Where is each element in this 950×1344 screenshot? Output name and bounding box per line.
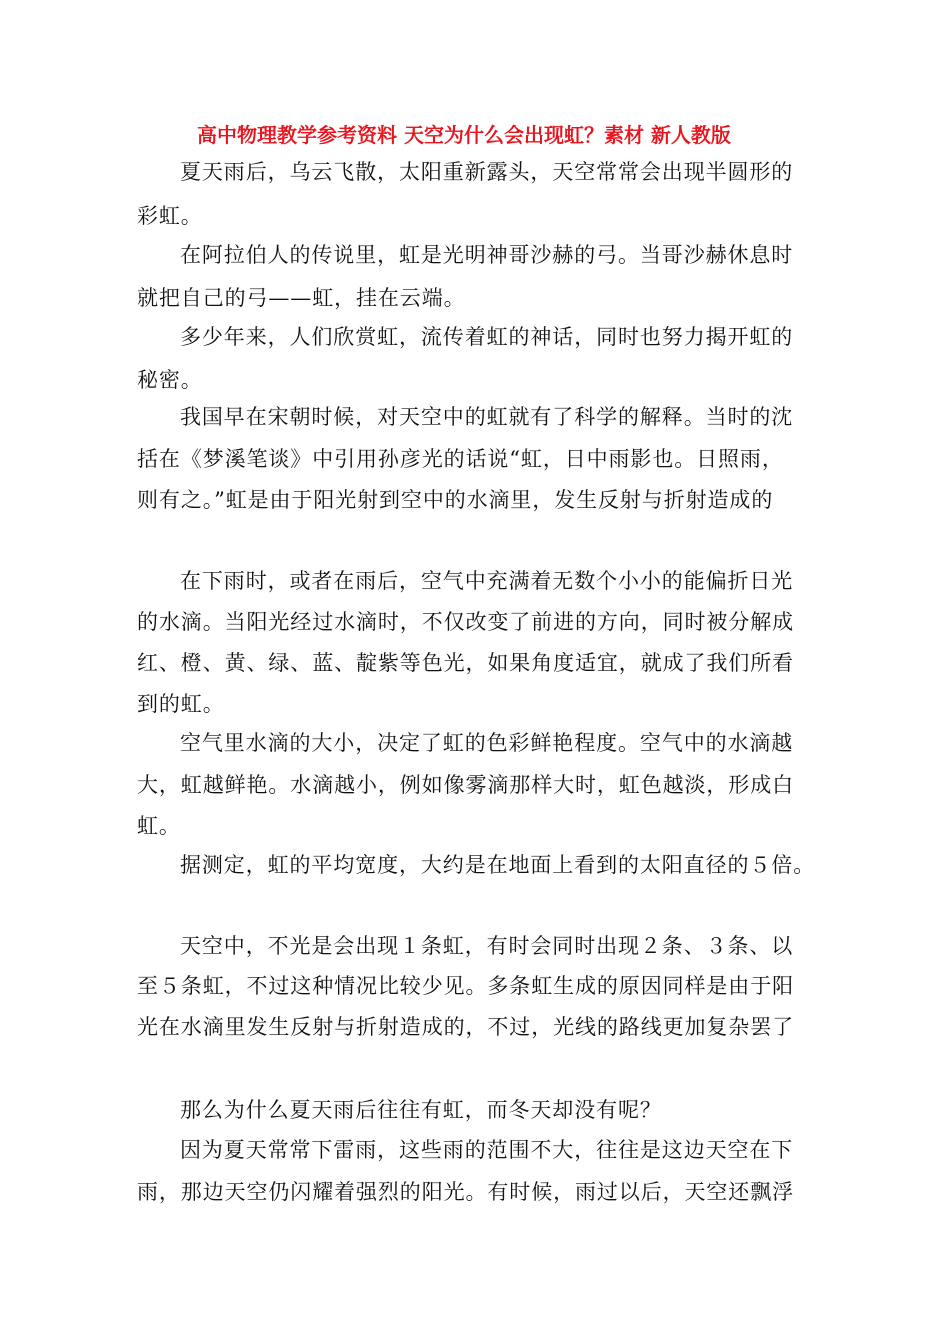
document-title: 高中物理教学参考资料 天空为什么会出现虹？素材 新人教版 xyxy=(197,123,731,147)
text-line: 天空中，不光是会出现１条虹，有时会同时出现２条、３条、以 xyxy=(180,934,794,958)
text-line: 的水滴。当阳光经过水滴时，不仅改变了前进的方向，同时被分解成 xyxy=(137,610,794,634)
text-line: 据测定，虹的平均宽度，大约是在地面上看到的太阳直径的５倍。 xyxy=(180,853,816,877)
text-line: 秘密。 xyxy=(137,368,203,392)
text-line: 多少年来，人们欣赏虹，流传着虹的神话，同时也努力揭开虹的 xyxy=(180,325,794,349)
text-line: 在阿拉伯人的传说里，虹是光明神哥沙赫的弓。当哥沙赫休息时 xyxy=(180,243,794,267)
text-line: 到的虹。 xyxy=(137,692,225,716)
text-line: 则有之。”虹是由于阳光射到空中的水滴里，发生反射与折射造成的 xyxy=(137,488,774,512)
text-line: 彩虹。 xyxy=(137,204,203,228)
text-line: 在下雨时，或者在雨后，空气中充满着无数个小小的能偏折日光 xyxy=(180,569,794,593)
text-line: 光在水滴里发生反射与折射造成的，不过，光线的路线更加复杂罢了 xyxy=(137,1015,794,1039)
text-line: 我国早在宋朝时候，对天空中的虹就有了科学的解释。当时的沈 xyxy=(180,405,794,429)
text-line: 空气里水滴的大小，决定了虹的色彩鲜艳程度。空气中的水滴越 xyxy=(180,731,794,755)
text-line: 虹。 xyxy=(137,814,181,838)
text-line: 因为夏天常常下雷雨，这些雨的范围不大，往往是这边天空在下 xyxy=(180,1138,794,1162)
text-line: 大，虹越鲜艳。水滴越小，例如像雾滴那样大时，虹色越淡，形成白 xyxy=(137,773,794,797)
text-line: 括在《梦溪笔谈》中引用孙彦光的话说“虹，日中雨影也。日照雨， xyxy=(137,447,784,471)
text-line: 那么为什么夏天雨后往往有虹，而冬天却没有呢？ xyxy=(180,1098,662,1122)
text-line: 夏天雨后，乌云飞散，太阳重新露头，天空常常会出现半圆形的 xyxy=(180,160,794,184)
text-line: 红、橙、黄、绿、蓝、靛紫等色光，如果角度适宜，就成了我们所看 xyxy=(137,651,794,675)
text-line: 雨，那边天空仍闪耀着强烈的阳光。有时候，雨过以后，天空还飘浮 xyxy=(137,1180,794,1204)
text-line: 至５条虹，不过这种情况比较少见。多条虹生成的原因同样是由于阳 xyxy=(137,974,794,998)
text-line: 就把自己的弓——虹，挂在云端。 xyxy=(137,286,466,310)
